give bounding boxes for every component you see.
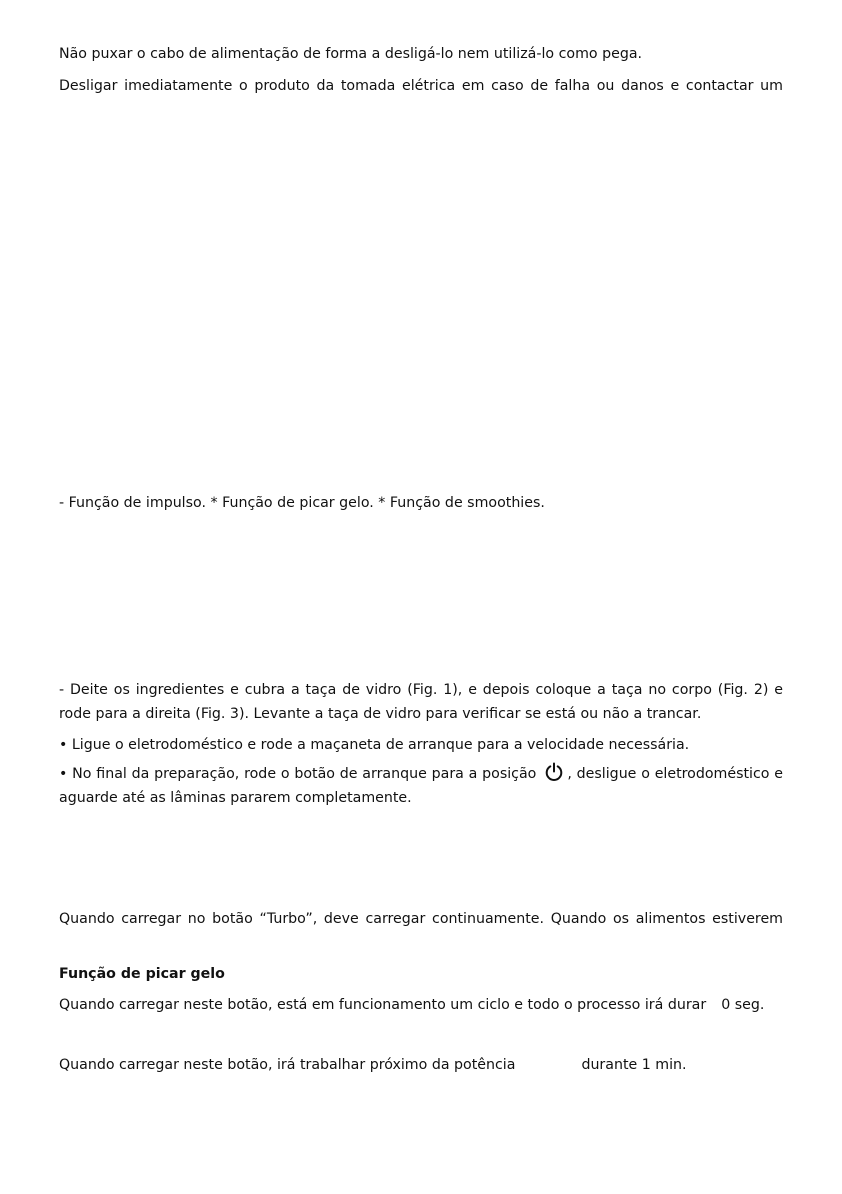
smoothie-duration: durante 1 min. (581, 1057, 687, 1073)
ice-duration: 0 seg. (721, 997, 765, 1013)
smoothie-line-text: Quando carregar neste botão, irá trabalhar próximo da potência (59, 1057, 516, 1073)
smoothie-line (59, 1057, 783, 1074)
safety-line-1: Não puxar o cabo de alimentação de forma a desligá-lo nem utilizá-lo como pega. (59, 46, 643, 62)
instruction-step-3-start: • No final da preparação, rode o botão de arranque para a posição (59, 766, 537, 782)
ice-line-text: Quando carregar neste botão, está em funcionamento um ciclo e todo o processo irá durar (59, 997, 707, 1013)
instruction-step-3-end: , desligue o eletrodoméstico e aguarde até as lâminas pararem completamente. (59, 766, 784, 806)
ice-heading: Função de picar gelo (59, 966, 225, 982)
turbo-line: Quando carregar no botão “Turbo”, deve carregar continuamente. Quando os alimentos estiverem (59, 911, 783, 927)
ice-line (59, 997, 783, 1014)
instruction-step-1: - Deite os ingredientes e cubra a taça de vidro (Fig. 1), e depois coloque a taça no corpo (Fig. 2) e rode para a direita (Fig. 3). Levante a taça de vidro para verificar se está ou não a trancar. (59, 682, 783, 722)
power-icon (544, 762, 564, 782)
safety-line-2: Desligar imediatamente o produto da tomada elétrica em caso de falha ou danos e contactar um (59, 78, 783, 94)
instruction-step-2: • Ligue o eletrodoméstico e rode a maçaneta de arranque para a velocidade necessária. (59, 737, 690, 753)
features-line: - Função de impulso. * Função de picar gelo. * Função de smoothies. (59, 495, 545, 511)
instruction-step-3 (59, 762, 783, 810)
